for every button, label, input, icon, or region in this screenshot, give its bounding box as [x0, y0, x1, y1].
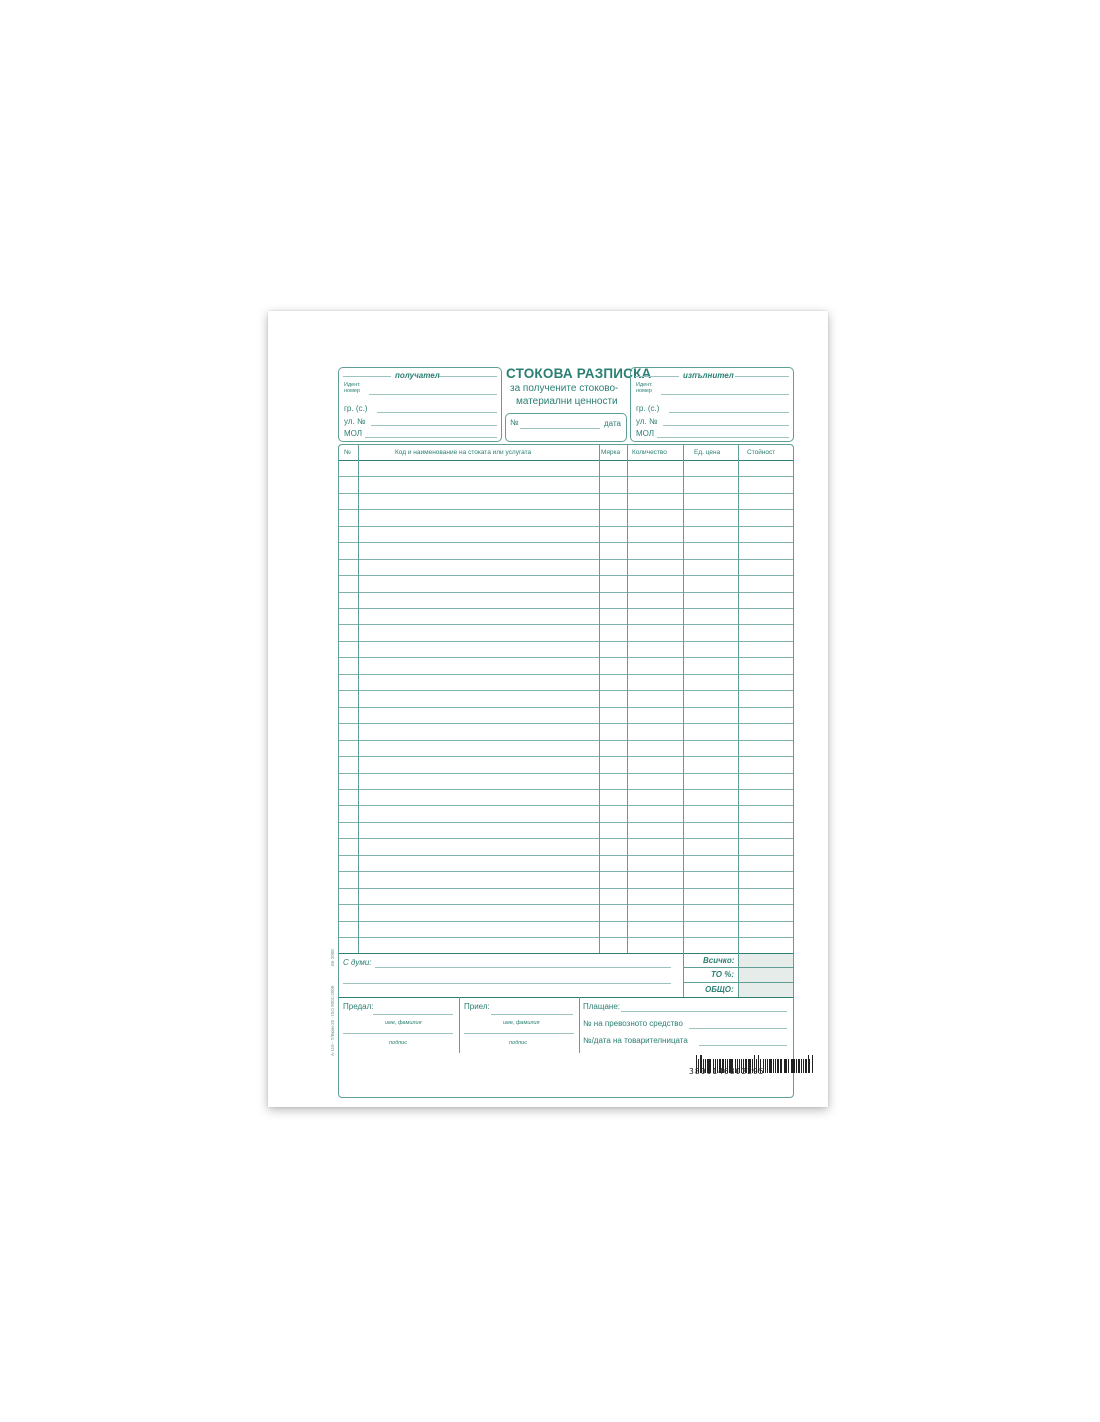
handed-signature-field[interactable] — [343, 1033, 453, 1034]
handed-name-field[interactable] — [373, 1014, 453, 1015]
recipient-id-field[interactable] — [369, 394, 497, 395]
table-row[interactable] — [339, 493, 793, 494]
form-subtitle-2: материални ценности — [516, 396, 618, 407]
col-header-no: № — [344, 449, 351, 456]
received-name-hint: име, фамилия — [503, 1020, 540, 1026]
side-print-left: А-119 - Т/Вкни-25 - ISO 9001:2008 — [330, 985, 335, 1056]
table-row[interactable] — [339, 904, 793, 905]
form-title: СТОКОВА РАЗПИСКА — [506, 366, 652, 381]
grand-total-label: ОБЩО: — [705, 985, 734, 994]
table-row[interactable] — [339, 888, 793, 889]
barcode-bar — [765, 1059, 766, 1073]
supplier-mol-field[interactable] — [657, 437, 789, 438]
table-row[interactable] — [339, 592, 793, 593]
barcode-digits: 3800146802295 — [689, 1067, 765, 1076]
recipient-id-label: Идент. — [344, 382, 361, 388]
supplier-street-label: ул. № — [636, 417, 658, 426]
recipient-street-field[interactable] — [371, 425, 497, 426]
vehicle-field[interactable] — [689, 1028, 787, 1029]
barcode-bar — [803, 1059, 804, 1073]
supplier-city-field[interactable] — [669, 412, 789, 413]
supplier-id-label-2: номер — [636, 388, 652, 394]
number-label: № — [510, 418, 519, 427]
barcode-bar — [767, 1059, 768, 1073]
table-row[interactable] — [339, 509, 793, 510]
supplier-mol-label: МОЛ — [636, 429, 655, 438]
recipient-mol-field[interactable] — [365, 437, 497, 438]
table-row[interactable] — [339, 871, 793, 872]
table-row[interactable] — [339, 723, 793, 724]
handed-signature-hint: подпис — [389, 1040, 407, 1046]
table-row[interactable] — [339, 690, 793, 691]
side-print-right: Е6 2008 — [330, 949, 335, 966]
table-row[interactable] — [339, 559, 793, 560]
barcode-bar — [791, 1059, 792, 1073]
table-row[interactable] — [339, 657, 793, 658]
total-all-label: Всичко: — [703, 956, 735, 965]
barcode-bar — [775, 1059, 776, 1073]
form-subtitle-1: за получените стоково- — [510, 383, 619, 394]
handed-label: Предал: — [343, 1002, 374, 1011]
barcode-bar — [809, 1059, 810, 1073]
table-row[interactable] — [339, 921, 793, 922]
barcode-bar — [788, 1059, 789, 1073]
table-row[interactable] — [339, 855, 793, 856]
table-row[interactable] — [339, 526, 793, 527]
barcode-bar — [769, 1059, 772, 1073]
recipient-mol-label: МОЛ — [344, 429, 363, 438]
recipient-box — [338, 367, 502, 442]
number-date-box — [505, 413, 627, 442]
barcode-bar — [786, 1059, 787, 1073]
waybill-field[interactable] — [699, 1045, 787, 1046]
received-signature-field[interactable] — [464, 1033, 574, 1034]
table-row[interactable] — [339, 805, 793, 806]
supplier-box — [630, 367, 794, 442]
table-row[interactable] — [339, 608, 793, 609]
table-row[interactable] — [339, 773, 793, 774]
table-row[interactable] — [339, 476, 793, 477]
payment-field[interactable] — [621, 1011, 787, 1012]
received-label: Приел: — [464, 1002, 490, 1011]
barcode-bar — [808, 1055, 809, 1073]
supplier-city-label: гр. (с.) — [636, 404, 660, 413]
totals-shading — [739, 954, 793, 997]
recipient-city-field[interactable] — [377, 412, 497, 413]
table-row[interactable] — [339, 822, 793, 823]
table-row[interactable] — [339, 740, 793, 741]
in-words-label: С думи: — [343, 958, 372, 967]
table-row[interactable] — [339, 756, 793, 757]
barcode-bar — [801, 1059, 802, 1073]
handed-name-hint: име, фамилия — [385, 1020, 422, 1026]
table-row[interactable] — [339, 624, 793, 625]
col-header-unit: Мярка — [601, 449, 621, 456]
supplier-heading: изпълнител — [683, 371, 734, 380]
table-row[interactable] — [339, 789, 793, 790]
receipt-sheet — [268, 311, 828, 1107]
supplier-id-label: Идент. — [636, 382, 653, 388]
barcode-bar — [781, 1059, 782, 1073]
col-header-quantity: Количество — [632, 449, 667, 456]
barcode-bar — [780, 1059, 781, 1073]
col-header-value: Стойност — [747, 449, 776, 456]
supplier-id-field[interactable] — [661, 394, 789, 395]
col-header-unit-price: Ед. цена — [694, 449, 721, 456]
in-words-field[interactable] — [375, 967, 671, 968]
table-row[interactable] — [339, 674, 793, 675]
recipient-street-label: ул. № — [344, 417, 366, 426]
table-row[interactable] — [339, 575, 793, 576]
payment-label: Плащане: — [583, 1002, 620, 1011]
items-table — [338, 444, 794, 1098]
number-field[interactable] — [520, 428, 600, 429]
barcode-bar — [784, 1059, 786, 1073]
supplier-street-field[interactable] — [663, 425, 789, 426]
table-row[interactable] — [339, 838, 793, 839]
barcode-bar — [812, 1055, 813, 1073]
received-name-field[interactable] — [491, 1014, 573, 1015]
table-row[interactable] — [339, 707, 793, 708]
col-header-description: Код и наименование на стоката или услугата — [395, 449, 532, 456]
recipient-id-label-2: номер — [344, 388, 360, 394]
vehicle-label: № на превозното средство — [583, 1019, 683, 1028]
vat-label: ТО %: — [711, 970, 735, 979]
received-signature-hint: подпис — [509, 1040, 527, 1046]
barcode-bar — [773, 1059, 774, 1073]
waybill-label: №/дата на товарителницата — [583, 1036, 688, 1045]
barcode-bar — [792, 1059, 795, 1073]
table-row[interactable] — [339, 937, 793, 938]
table-row[interactable] — [339, 542, 793, 543]
barcode-bar — [798, 1059, 800, 1073]
barcode-bar — [805, 1059, 807, 1073]
barcode-bar — [777, 1059, 779, 1073]
date-label: дата — [604, 419, 621, 428]
in-words-field-2[interactable] — [343, 983, 671, 984]
recipient-heading: получател — [395, 371, 440, 380]
table-row[interactable] — [339, 641, 793, 642]
recipient-city-label: гр. (с.) — [344, 404, 368, 413]
barcode-bar — [796, 1059, 797, 1073]
